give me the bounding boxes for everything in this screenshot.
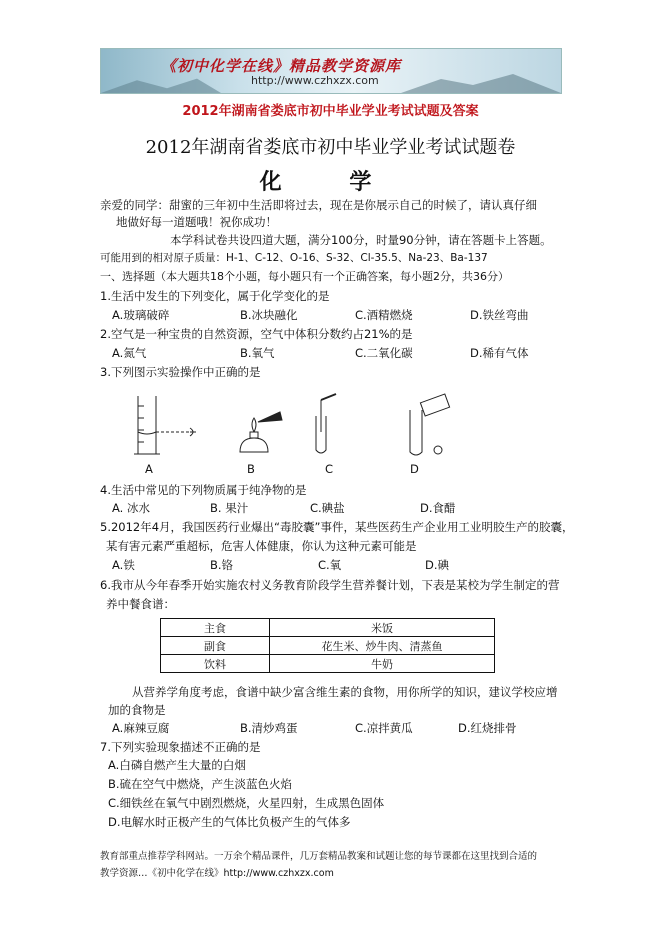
table-cell: 副食 — [161, 637, 270, 655]
option-c[interactable]: C.细铁丝在氧气中剧烈燃烧，火星四射，生成黑色固体 — [108, 796, 385, 810]
option-b[interactable]: B. 果汁 — [210, 501, 249, 515]
option-b[interactable]: B.硫在空气中燃烧，产生淡蓝色火焰 — [108, 777, 293, 791]
question-stem: 7.下列实验现象描述不正确的是 — [100, 740, 261, 754]
table-cell: 牛奶 — [270, 655, 495, 673]
option-c[interactable]: C.碘盐 — [310, 501, 345, 515]
question-stem: 6.我市从今年春季开始实施农村义务教育阶段学生营养餐计划，下表是某校为学生制定的营 — [100, 578, 560, 592]
pouring-icon — [410, 394, 450, 455]
option-d[interactable]: D.铁丝弯曲 — [470, 308, 529, 322]
option-b[interactable]: B.清炒鸡蛋 — [240, 721, 298, 735]
table-row — [161, 655, 495, 673]
footer-line: 教育部重点推荐学科网站。一万余个精品课件，几万套精品教案和试题让您的每节课都在这里找到合适的 — [100, 851, 538, 862]
question-stem-2: 某有害元素严重超标，危害人体健康，你认为这种元素可能是 — [106, 539, 417, 553]
option-d[interactable]: D.食醋 — [420, 501, 456, 515]
option-a[interactable]: A.麻辣豆腐 — [112, 721, 170, 735]
red-title: 2012年湖南省娄底市初中毕业学业考试试题及答案 — [182, 104, 479, 119]
option-c[interactable]: C.氧 — [318, 558, 342, 572]
option-c[interactable]: C — [325, 462, 334, 476]
exam-info: 本学科试卷共设四道大题，满分100分，时量90分钟，请在答题卡上答题。 — [170, 233, 552, 247]
option-d[interactable]: D — [410, 462, 419, 476]
graduated-cylinder-icon — [134, 396, 196, 454]
option-d[interactable]: D.红烧排骨 — [458, 721, 517, 735]
option-d[interactable]: D.电解水时正极产生的气体比负极产生的气体多 — [108, 815, 351, 829]
section-heading: 一、选择题（本大题共18个小题，每小题只有一个正确答案，每小题2分，共36分） — [100, 270, 509, 283]
option-a[interactable]: A.玻璃破碎 — [112, 308, 170, 322]
test-tube-icon — [316, 394, 336, 453]
question-after: 从营养学角度考虑，食谱中缺少富含维生素的食物，用你所学的知识，建议学校应增 — [132, 685, 558, 699]
table-row — [161, 619, 495, 637]
footer — [100, 848, 570, 882]
table-cell: 米饭 — [270, 619, 495, 637]
question-stem: 3.下列图示实验操作中正确的是 — [100, 365, 261, 379]
option-a[interactable]: A. 冰水 — [112, 501, 150, 515]
atomic-mass: 可能用到的相对原子质量：H-1、C-12、O-16、S-32、Cl-35.5、Na-23、Ba-137 — [100, 252, 488, 264]
table-cell: 饮料 — [161, 655, 270, 673]
option-a[interactable]: A.铁 — [112, 558, 135, 572]
page-title: 2012年湖南省娄底市初中毕业学业考试试题卷 — [145, 137, 516, 158]
lab-diagram — [130, 392, 460, 462]
question-stem: 5.2012年4月，我国医药行业爆出“毒胶囊”事件，某些医药生产企业用工业明胶生产的胶囊， — [100, 520, 574, 534]
question-after-2: 加的食物是 — [108, 703, 166, 717]
menu-table — [160, 618, 495, 673]
banner-title: 《初中化学在线》精品教学资源库 — [161, 57, 402, 75]
alcohol-lamp-icon — [240, 412, 282, 452]
option-b[interactable]: B — [247, 462, 255, 476]
mountain-decoration — [101, 77, 221, 93]
footer-line[interactable]: 教学资源…《初中化学在线》http://www.czhxzx.com — [100, 868, 334, 879]
question-stem-2: 养中餐食谱： — [106, 597, 175, 611]
option-a[interactable]: A.氮气 — [112, 346, 147, 360]
question-stem: 4.生活中常见的下列物质属于纯净物的是 — [100, 483, 307, 497]
table-cell: 花生米、炒牛肉、清蒸鱼 — [270, 637, 495, 655]
question-stem: 1.生活中发生的下列变化，属于化学变化的是 — [100, 289, 330, 303]
intro-greeting-2: 地做好每一道题哦！祝你成功！ — [116, 215, 277, 229]
option-a[interactable]: A — [145, 462, 153, 476]
banner-url[interactable]: http://www.czhxzx.com — [251, 74, 379, 87]
option-b[interactable]: B.铬 — [210, 558, 234, 572]
subject-title: 化 学 — [259, 169, 402, 195]
table-cell: 主食 — [161, 619, 270, 637]
banner — [100, 48, 562, 94]
option-b[interactable]: B.冰块融化 — [240, 308, 298, 322]
option-c[interactable]: C.凉拌黄瓜 — [355, 721, 413, 735]
table-row — [161, 637, 495, 655]
option-d[interactable]: D.碘 — [425, 558, 450, 572]
question-stem: 2.空气是一种宝贵的自然资源，空气中体积分数约占21%的是 — [100, 327, 413, 341]
option-c[interactable]: C.酒精燃烧 — [355, 308, 413, 322]
option-a[interactable]: A.白磷自燃产生大量的白烟 — [108, 758, 246, 772]
mountain-decoration — [401, 73, 561, 93]
option-d[interactable]: D.稀有气体 — [470, 346, 529, 360]
intro-greeting: 亲爱的同学：甜蜜的三年初中生活即将过去，现在是你展示自己的时候了，请认真仔细 — [100, 198, 537, 212]
option-b[interactable]: B.氧气 — [240, 346, 275, 360]
option-c[interactable]: C.二氧化碳 — [355, 346, 413, 360]
